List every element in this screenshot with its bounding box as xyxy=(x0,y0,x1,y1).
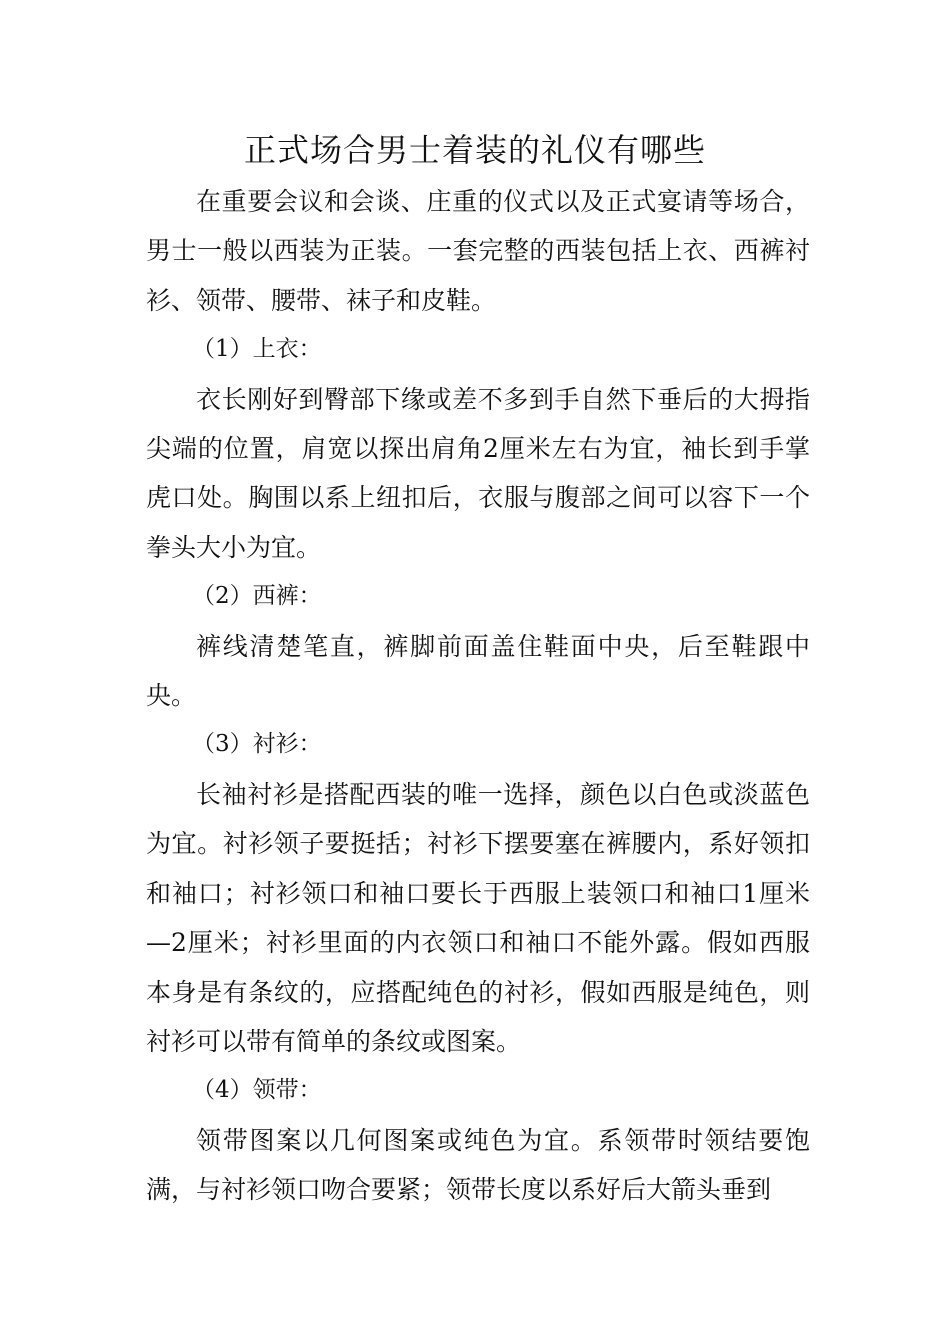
document-title: 正式场合男士着装的礼仪有哪些 xyxy=(243,131,706,169)
section-heading-trousers: （2）西裤： xyxy=(192,583,322,610)
section-body-trousers: 裤线清楚笔直，裤脚前面盖住鞋面中央，后至鞋跟中央。 xyxy=(146,631,810,711)
section-body-shirt: 长袖衬衫是搭配西装的唯一选择，颜色以白色或淡蓝色为宜。衬衫领子要挺括；衬衫下摆要塞在裤腰内，系好领扣和袖口；衬衫领口和袖口要长于西服上装领口和袖口1厘米—2厘米；衬衫里面的内衣领口和袖口不能外露。假如西服本身是有条纹的，应搭配纯色的衬衫，假如西服是纯色，则衬衫可以带有简单的条纹或图案。 xyxy=(146,779,810,1056)
document-body xyxy=(146,177,810,1215)
section-heading-jacket: （1）上衣： xyxy=(192,336,322,363)
intro-paragraph: 在重要会议和会谈、庄重的仪式以及正式宴请等场合，男士一般以西装为正装。一套完整的西装包括上衣、西裤衬衫、领带、腰带、袜子和皮鞋。 xyxy=(146,187,810,315)
section-heading-tie: （4）领带： xyxy=(192,1077,322,1104)
section-body-jacket: 衣长刚好到臀部下缘或差不多到手自然下垂后的大拇指尖端的位置，肩宽以探出肩角2厘米左右为宜，袖长到手掌虎口处。胸围以系上纽扣后，衣服与腹部之间可以容下一个拳头大小为宜。 xyxy=(146,384,810,562)
section-heading-shirt: （3）衬衫： xyxy=(192,731,322,758)
section-body-tie: 领带图案以几何图案或纯色为宜。系领带时领结要饱满，与衬衫领口吻合要紧；领带长度以系好后大箭头垂到 xyxy=(146,1125,810,1205)
